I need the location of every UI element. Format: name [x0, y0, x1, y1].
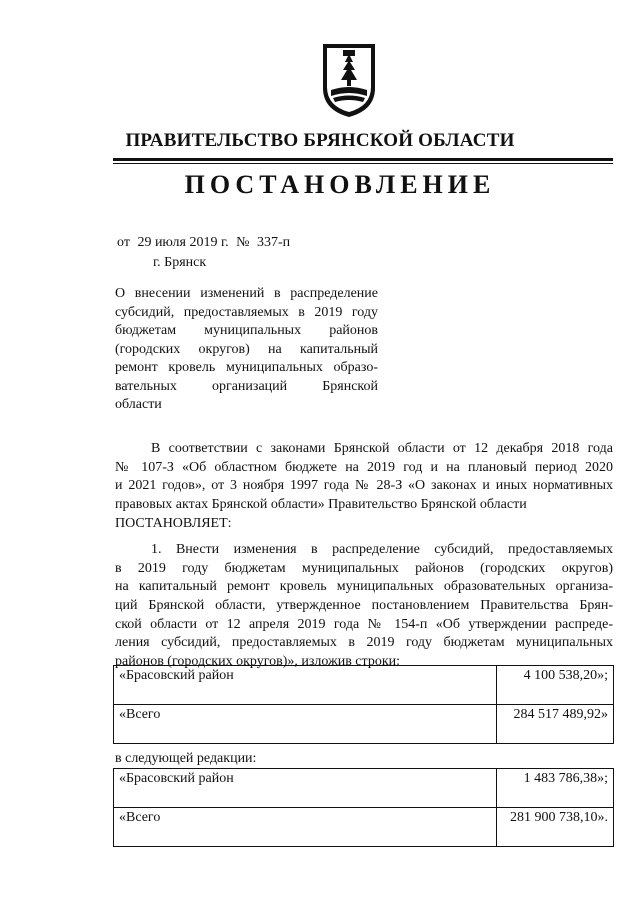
preamble-paragraph [115, 440, 613, 533]
subject-line: субсидий, предоставляемых в 2019 году [115, 304, 378, 320]
subject-line: (городских округов) на капитальный [115, 341, 378, 357]
table-cell-name: «Всего [114, 808, 497, 847]
old-values-table [113, 665, 614, 744]
document-subject [115, 285, 378, 415]
paragraph-line: № 107-З «Об областном бюджете на 2019 год и на плановый период 2020 [115, 459, 613, 475]
table-cell-name: «Брасовский район [114, 666, 497, 705]
document-date: 29 июля 2019 г. [137, 235, 229, 250]
bryansk-coat-of-arms-icon [319, 40, 379, 120]
subject-line: области [115, 397, 162, 412]
paragraph-line: правовых актах Брянской области» Правительство Брянской области [115, 497, 527, 513]
paragraph-line: В соответствии с законами Брянской области от 12 декабря 2018 года [151, 441, 613, 456]
paragraph-line: в 2019 году бюджетам муниципальных районов (городских округов) [115, 560, 613, 576]
paragraph-line: 1. Внести изменения в распределение субсидий, предоставляемых [151, 542, 613, 557]
new-values-table [113, 768, 614, 847]
document-city: г. Брянск [153, 255, 207, 270]
paragraph-line: ПОСТАНОВЛЯЕТ: [115, 515, 232, 531]
paragraph-line: ской области от 12 апреля 2019 года № 154-п «Об утверждении распреде- [115, 616, 613, 632]
header-rule-thick [113, 158, 613, 161]
document-number: 337-п [257, 235, 291, 250]
table-cell-value: 284 517 489,92» [497, 705, 614, 744]
document-type-title: ПОСТАНОВЛЕНИЕ [184, 170, 496, 199]
subject-line: бюджетам муниципальных районов [115, 323, 378, 338]
table-cell-name: «Всего [114, 705, 497, 744]
table-cell-value: 281 900 738,10». [497, 808, 614, 847]
number-sign: № [236, 235, 250, 250]
paragraph-line: ления субсидий, предоставляемых в 2019 году бюджетам муниципальных [115, 635, 613, 651]
new-edition-intro: в следующей редакции: [115, 751, 257, 766]
table-cell-name: «Брасовский район [114, 769, 497, 808]
table-cell-value: 1 483 786,38»; [497, 769, 614, 808]
government-title: ПРАВИТЕЛЬСТВО БРЯНСКОЙ ОБЛАСТИ [125, 130, 515, 151]
table-row [114, 666, 614, 705]
subject-line: ремонт кровель муниципальных образо- [115, 360, 378, 375]
table-row [114, 769, 614, 808]
header-rule-thin [113, 163, 613, 164]
item-1-paragraph [115, 541, 613, 672]
table-cell-value: 4 100 538,20»; [497, 666, 614, 705]
table-row [114, 808, 614, 847]
paragraph-line: районов (городских округов)», изложив строки: [115, 654, 400, 670]
paragraph-line: ций Брянской области, утвержденное постановлением Правительства Брян- [115, 598, 613, 614]
paragraph-line: на капитальный ремонт кровель муниципальных образовательных организа- [115, 579, 613, 595]
subject-line: вательных организаций Брянской [115, 378, 378, 394]
paragraph-line: и 2021 годов», от 3 ноября 1997 года № 28-З «О законах и иных нормативных [115, 478, 613, 494]
subject-line: О внесении изменений в распределение [115, 286, 378, 301]
date-prefix: от [117, 235, 130, 250]
table-row [114, 705, 614, 744]
document-date-number [117, 234, 294, 252]
